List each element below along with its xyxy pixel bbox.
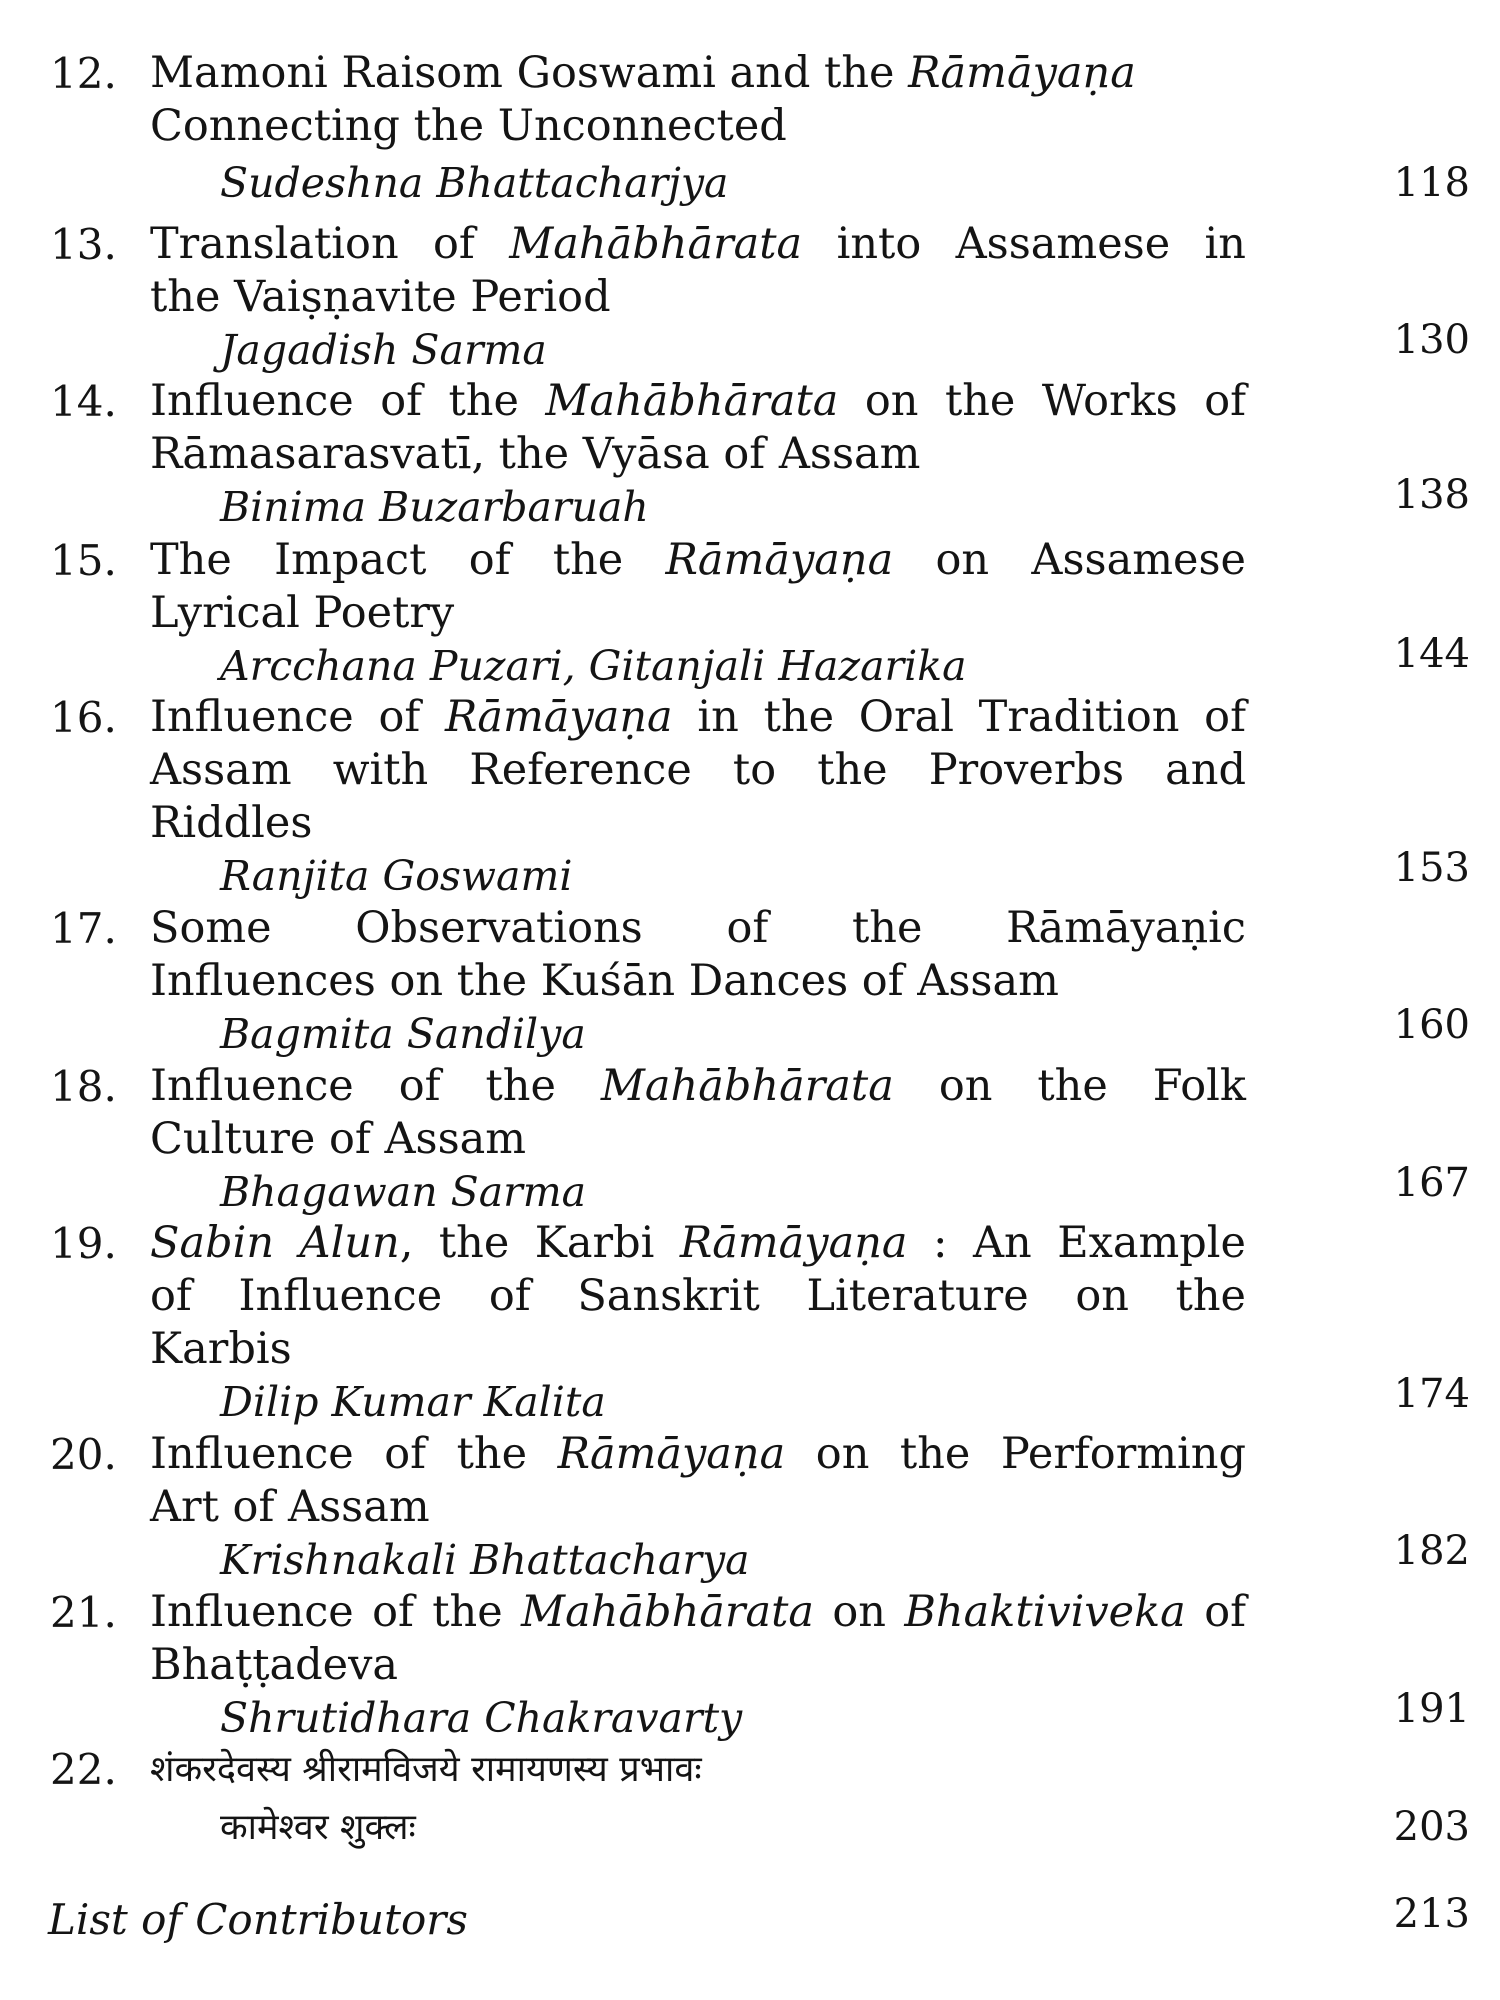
entry-author: Bagmita Sandilya	[220, 1010, 586, 1058]
entry-author: Dilip Kumar Kalita	[220, 1378, 606, 1426]
entry-title-line: Art of Assam	[150, 1482, 430, 1532]
entry-title-line: Influence of the Rāmāyaṇa on the Performing	[150, 1429, 1246, 1479]
entry-author: Krishnakali Bhattacharya	[220, 1536, 750, 1584]
entry-title-line: Influence of Rāmāyaṇa in the Oral Tradition of	[150, 692, 1246, 742]
entry-number: 21.	[50, 1588, 117, 1637]
entry-author: Shrutidhara Chakravarty	[220, 1694, 743, 1742]
entry-title-line: Riddles	[150, 798, 313, 848]
entry-title-line: Culture of Assam	[150, 1114, 527, 1164]
entry-number: 12.	[50, 49, 117, 98]
entry-page-number: 153	[1393, 845, 1470, 891]
entry-title-line: Rāmasarasvatī, the Vyāsa of Assam	[150, 429, 921, 479]
entry-author: Jagadish Sarma	[220, 326, 547, 374]
entry-page-number: 144	[1393, 631, 1470, 677]
entry-number: 17.	[50, 904, 117, 953]
entry-page-number: 174	[1393, 1371, 1470, 1417]
entry-number: 15.	[50, 536, 117, 585]
entry-title-line: Influence of the Mahābhārata on the Works of	[150, 376, 1246, 426]
entry-number: 19.	[50, 1219, 117, 1268]
entry-title-line: Some Observations of the Rāmāyaṇic	[150, 903, 1246, 953]
entry-title-line: Connecting the Unconnected	[150, 101, 787, 151]
entry-title-line: Influences on the Kuśān Dances of Assam	[150, 956, 1059, 1006]
entry-number: 14.	[50, 377, 117, 426]
entry-title-line: Mamoni Raisom Goswami and the Rāmāyaṇa	[150, 48, 1136, 98]
entry-title-line: Influence of the Mahābhārata on Bhaktiviveka of	[150, 1587, 1246, 1637]
list-of-contributors-label: List of Contributors	[48, 1895, 468, 1944]
entry-author: कामेश्वर शुक्लः	[220, 1807, 416, 1848]
entry-title-line: Bhaṭṭadeva	[150, 1640, 399, 1690]
entry-number: 16.	[50, 693, 117, 742]
list-of-contributors-page: 213	[1393, 1891, 1470, 1937]
entry-number: 20.	[50, 1430, 117, 1479]
entry-title-line: The Impact of the Rāmāyaṇa on Assamese	[150, 535, 1246, 585]
entry-page-number: 191	[1393, 1686, 1470, 1732]
entry-title-line: Karbis	[150, 1324, 292, 1374]
entry-page-number: 167	[1393, 1160, 1470, 1206]
entry-page-number: 118	[1393, 160, 1470, 206]
entry-author: Arcchana Puzari, Gitanjali Hazarika	[220, 642, 967, 690]
entry-page-number: 138	[1393, 472, 1470, 518]
entry-author: Bhagawan Sarma	[220, 1168, 587, 1216]
entry-title-line: the Vaiṣṇavite Period	[150, 272, 611, 322]
entry-author: Binima Buzarbaruah	[220, 483, 649, 531]
entry-page-number: 130	[1393, 317, 1470, 363]
entry-title-line: Influence of the Mahābhārata on the Folk	[150, 1061, 1246, 1111]
entry-page-number: 182	[1393, 1528, 1470, 1574]
entry-title-line: Translation of Mahābhārata into Assamese in	[150, 219, 1247, 269]
entry-number: 13.	[50, 220, 117, 269]
entry-title-line: Lyrical Poetry	[150, 588, 455, 638]
entry-number: 22.	[50, 1745, 117, 1794]
entry-number: 18.	[50, 1062, 117, 1111]
entry-page-number: 203	[1393, 1804, 1470, 1850]
entry-title-line: Sabin Alun, the Karbi Rāmāyaṇa : An Example	[150, 1218, 1247, 1268]
entry-title-line: शंकरदेवस्य श्रीरामविजये रामायणस्य प्रभावः	[150, 1749, 702, 1790]
entry-title-line: of Influence of Sanskrit Literature on the	[150, 1271, 1246, 1321]
entry-author: Ranjita Goswami	[220, 852, 573, 900]
entry-title-line: Assam with Reference to the Proverbs and	[150, 745, 1246, 795]
entry-author: Sudeshna Bhattacharjya	[220, 159, 729, 207]
entry-page-number: 160	[1393, 1002, 1470, 1048]
